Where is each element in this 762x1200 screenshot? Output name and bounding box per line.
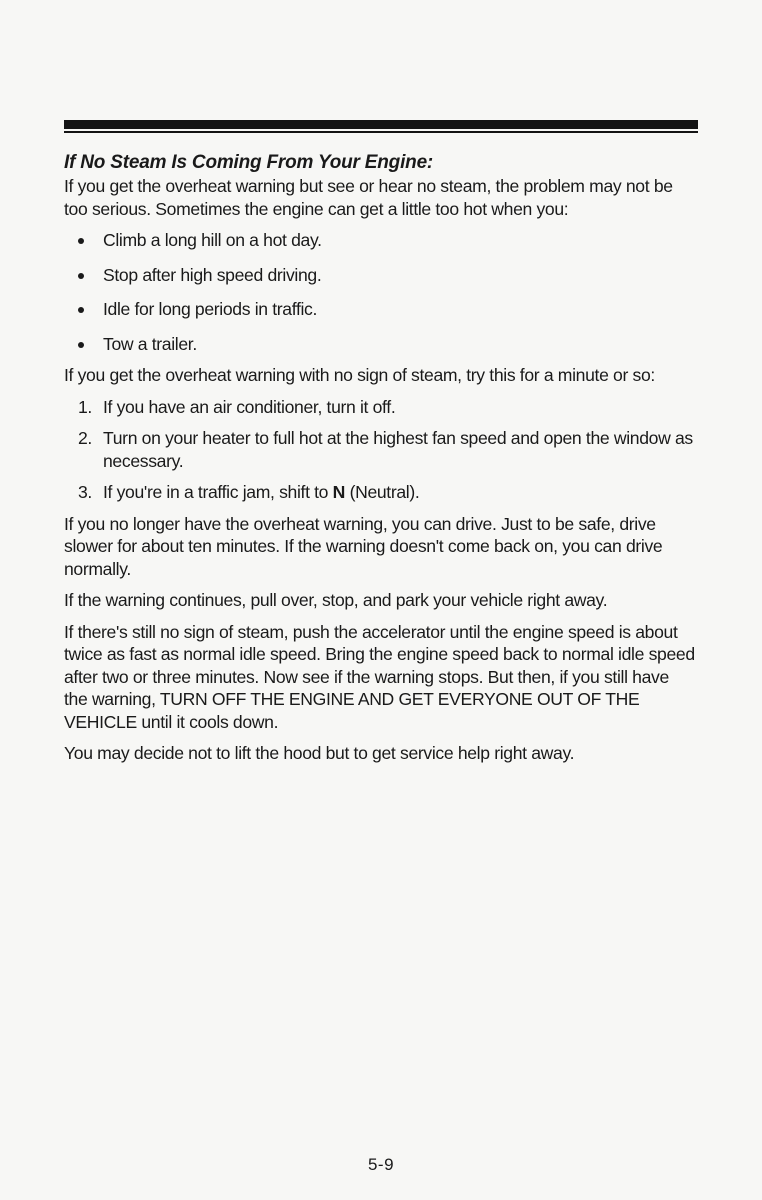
list-item-text: Idle for long periods in traffic. xyxy=(103,299,318,319)
body-paragraph: If there's still no sign of steam, push the accelerator until the engine speed is about twice as fast as normal idle speed. Bring the engine speed back to normal idle speed after two or three minutes. Now see if the warning stops. But then, if you still have the warning, TURN OFF THE ENGINE AND GET EVERYONE OUT OF THE VEHICLE until it cools down. xyxy=(64,621,695,732)
step-text: Turn on your heater to full hot at the highest fan speed and open the window as necessary. xyxy=(103,428,693,471)
header-rule-thick xyxy=(64,120,698,129)
bullet-icon xyxy=(78,273,84,279)
bullet-icon xyxy=(78,307,84,313)
steps-intro-paragraph: If you get the overheat warning with no sign of steam, try this for a minute or so: xyxy=(64,365,655,385)
bullet-icon xyxy=(78,238,84,244)
step-number: 3. xyxy=(78,482,92,502)
step-text-before: If you're in a traffic jam, shift to xyxy=(103,482,329,502)
list-item-text: Climb a long hill on a hot day. xyxy=(103,230,322,250)
list-item xyxy=(64,229,696,252)
section-content xyxy=(64,151,696,774)
step-item xyxy=(64,396,696,419)
bullet-list xyxy=(64,229,696,355)
step-number: 2. xyxy=(78,428,92,448)
step-text: If you have an air conditioner, turn it off. xyxy=(103,396,396,417)
bullet-icon xyxy=(78,342,84,348)
step-item xyxy=(64,427,696,472)
body-paragraph: If the warning continues, pull over, stop, and park your vehicle right away. xyxy=(64,590,608,610)
step-item xyxy=(64,481,696,504)
page-number: 5-9 xyxy=(367,1155,395,1174)
body-paragraph: You may decide not to lift the hood but to get service help right away. xyxy=(64,743,575,763)
list-item xyxy=(64,298,696,321)
list-item-text: Stop after high speed driving. xyxy=(103,264,322,285)
gear-neutral-label: N xyxy=(332,482,346,502)
list-item xyxy=(64,264,696,287)
intro-paragraph: If you get the overheat warning but see or hear no steam, the problem may not be too serious. Sometimes the engine can get a little too hot when you: xyxy=(64,176,673,219)
step-text-after: (Neutral). xyxy=(349,482,420,502)
step-number: 1. xyxy=(78,396,92,417)
body-paragraph: If you no longer have the overheat warning, you can drive. Just to be safe, drive slower for about ten minutes. If the warning doesn't come back on, you can drive normally. xyxy=(64,513,663,579)
section-heading: If No Steam Is Coming From Your Engine: xyxy=(64,152,434,173)
header-rule-thin xyxy=(64,131,698,133)
list-item xyxy=(64,333,696,356)
numbered-steps xyxy=(64,396,696,504)
list-item-text: Tow a trailer. xyxy=(103,333,197,354)
